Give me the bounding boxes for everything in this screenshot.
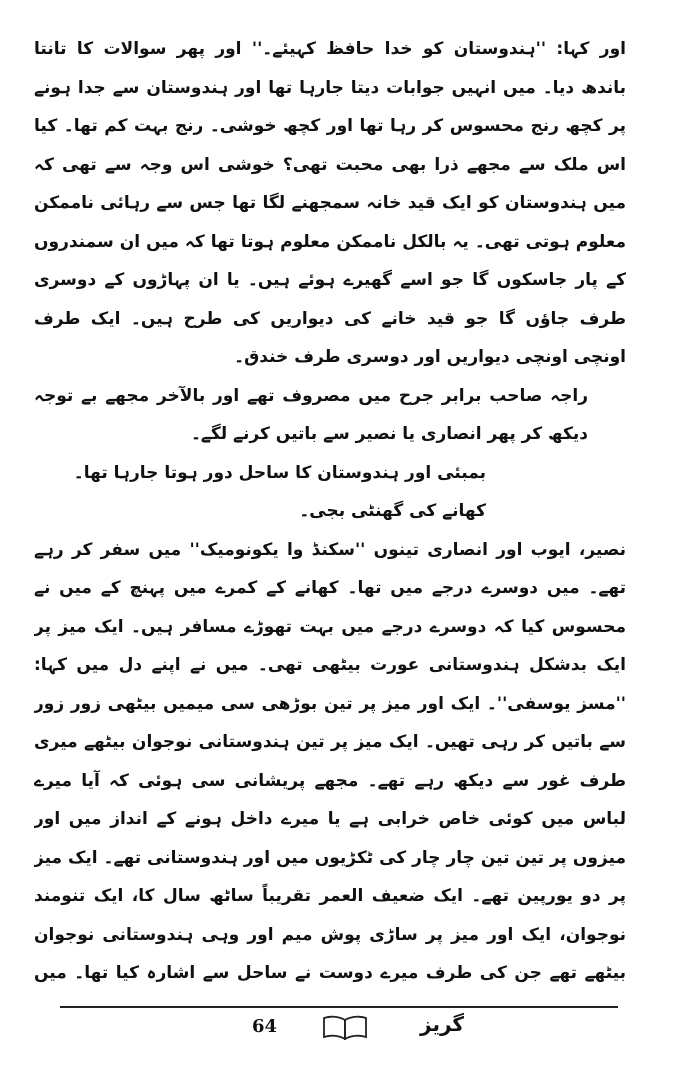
paragraph-1: اور کہا: ''ہندوستان کو خدا حافظ کہیئے۔'' اور پھر سوالات کا تانتا باندھ دیا۔ میں انہیں جوابات دیتا جارہا تھا اور ہندوستان سے جدا ہونے پر کچھ رنج محسوس کر رہا تھا اور کچھ خوشی۔ رنج بہت کم تھا۔ کیا اس ملک سے مجھے ذرا بھی محبت تھی؟ خوشی اس وجہ سے تھی کہ میں ہندوستان کو ایک قید خانہ سمجھنے لگا تھا جس سے رہائی ناممکن معلوم ہوتی تھی۔ یہ بالکل ناممکن معلوم ہوتا تھا کہ میں ان سمندروں کے پار جاسکوں گا جو اسے گھیرے ہوئے ہیں۔ یا ان پہاڑوں کے دوسری طرف جاؤں گا جو قید خانے کی دیواریں کی طرح ہیں۔ ایک طرف اونچی اونچی دیواریں اور دوسری طرف خندق۔: [34, 39, 626, 367]
footer-divider: [60, 1006, 618, 1008]
open-book-icon: [322, 1014, 368, 1040]
page-footer: [60, 1012, 618, 1052]
paragraph-5: نصیر، ایوب اور انصاری تینوں ''سکنڈ وا یکونومیک'' میں سفر کر رہے تھے۔ میں دوسرے درجے میں تھا۔ کھانے کے کمرے میں پہنچ کے میں نے محسوس کیا کہ دوسرے درجے میں بہت تھوڑے مسافر ہیں۔ ایک میز پر ایک بدشکل ہندوستانی عورت بیٹھی تھی۔ میں نے اپنے دل میں کہا: ''مسز یوسفی''۔ ایک اور میز پر تین بوڑھی سی میمیں بیٹھی زور زور سے باتیں کر رہی تھیں۔ ایک میز پر تین ہندوستانی نوجوان بیٹھے میری طرف غور سے دیکھ رہے تھے۔ مجھے پریشانی سی ہوئی کہ آیا میرے لباس میں کوئی خاص خرابی ہے یا میرے داخل ہونے کے انداز میں اور میزوں پر تین تین چار چار کی ٹکڑیوں میں اور ہندوستانی تھے۔ ایک میز پر دو یورپین تھے۔ ایک ضعیف العمر تقریباً ساٹھ سال کا، ایک تنومند نوجوان، ایک اور میز پر ساڑی پوش میم اور وہی ہندوستانی نوجوان بیٹھے تھے جن کی طرف میرے دوست نے ساحل سے اشارہ کیا تھا۔ میں: [34, 539, 626, 983]
book-title: گریز: [420, 1012, 465, 1036]
paragraph-4: کھانے کی گھنٹی بجی۔: [299, 501, 486, 521]
paragraph-3: بمبئی اور ہندوستان کا ساحل دور ہوتا جارہا تھا۔: [73, 462, 486, 483]
page-body: [34, 30, 626, 990]
paragraph-2: راجہ صاحب برابر جرح میں مصروف تھے اور بالآخر مجھے بے توجہ دیکھ کر پھر انصاری یا نصیر سے باتیں کرنے لگے۔: [34, 385, 588, 444]
page-number: 64: [252, 1016, 278, 1037]
